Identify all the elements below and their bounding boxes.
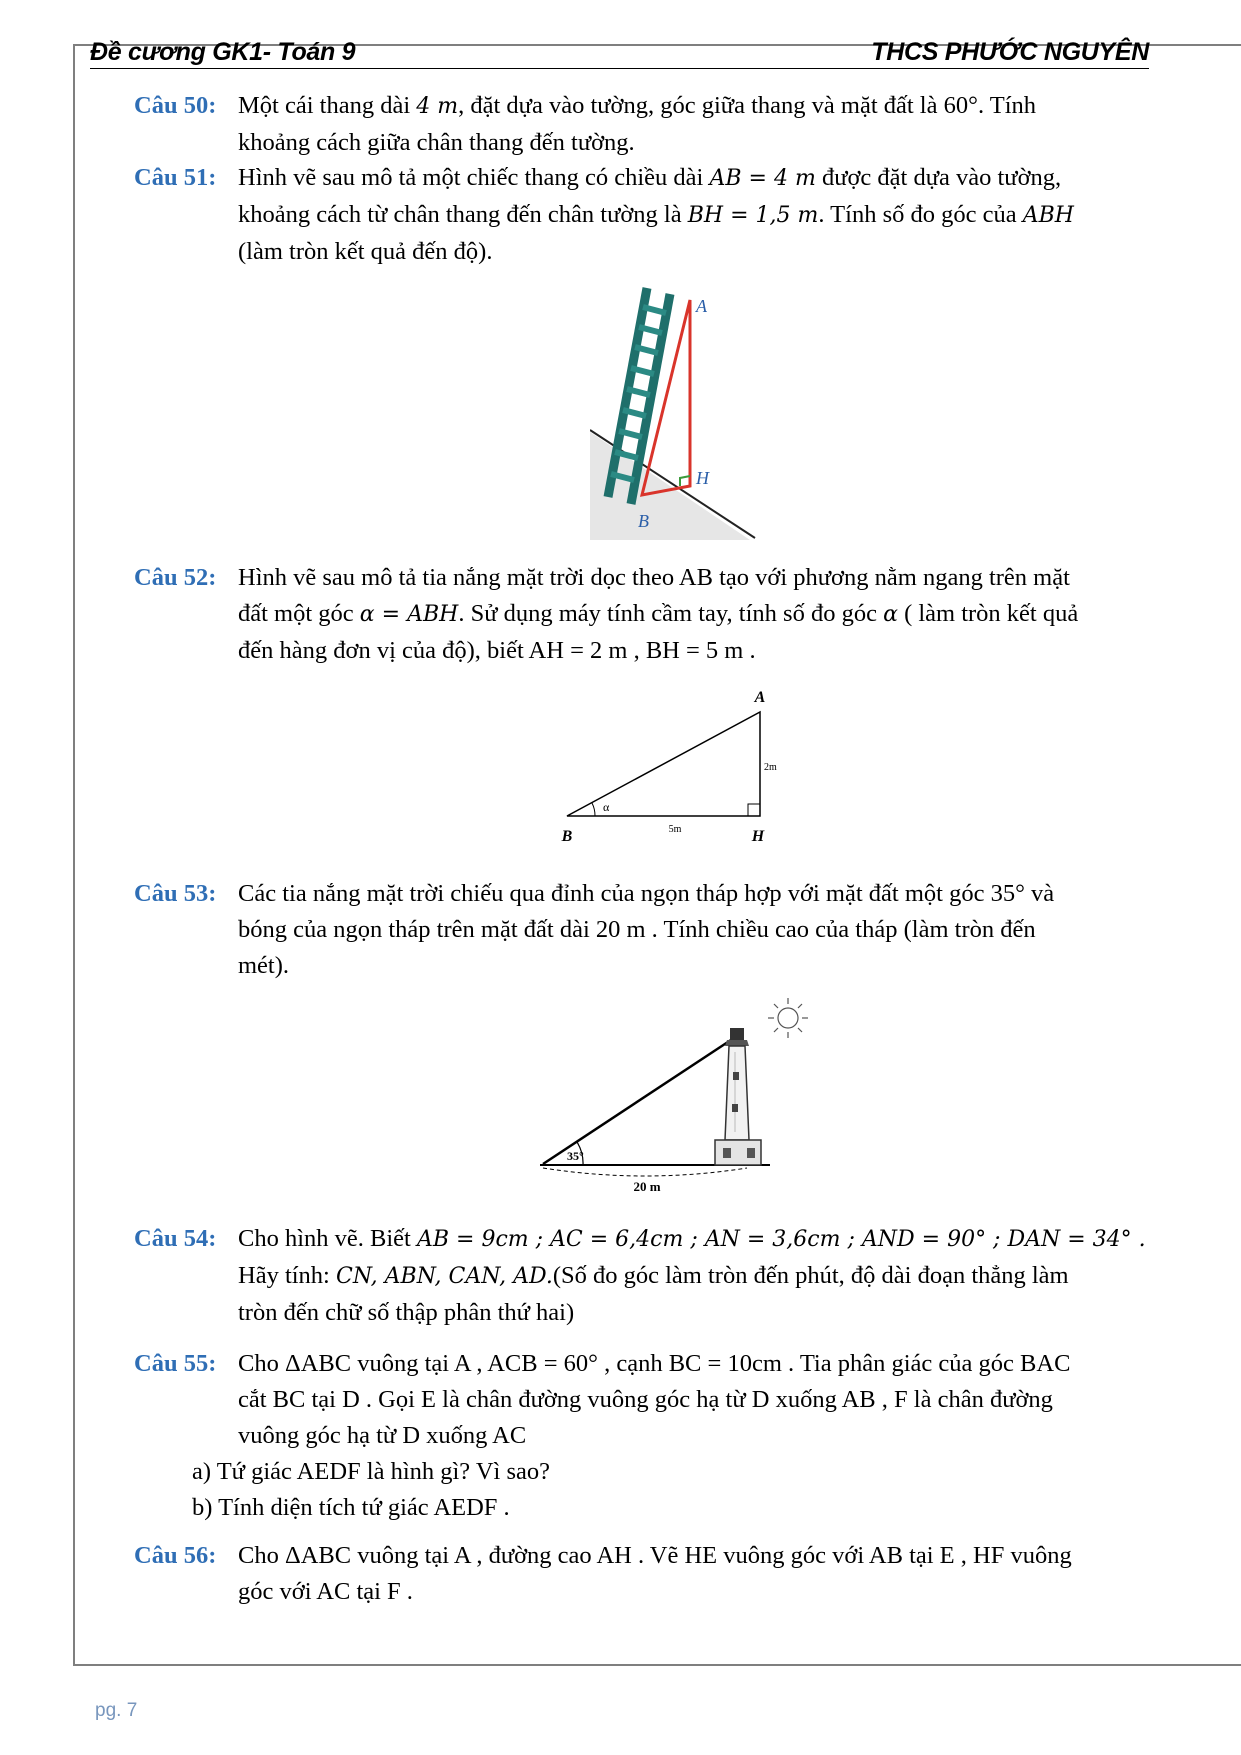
label-A: A (754, 689, 766, 706)
header-title: Đề cương GK1- Toán 9 (90, 38, 356, 66)
label-B: B (638, 511, 649, 531)
label-ah: 2m (764, 762, 777, 773)
question-number: Câu 56: (134, 1542, 217, 1569)
label-alpha: α (603, 800, 610, 814)
header-rule (90, 68, 1149, 69)
ladder (608, 288, 670, 504)
question-number: Câu 54: (134, 1225, 217, 1252)
ladder-figure (590, 282, 760, 540)
question-55-part-b: b) Tính diện tích tứ giác AEDF . (192, 1494, 510, 1521)
sun-icon (768, 998, 808, 1038)
label-B: B (561, 828, 573, 844)
label-bh: 5m (668, 824, 682, 835)
right-angle-mark (748, 804, 760, 816)
lighthouse-figure (535, 992, 815, 1192)
alpha-arc (592, 803, 595, 816)
label-H: H (696, 468, 709, 488)
question-number: Câu 50: (134, 92, 217, 119)
question-52: Câu 52: Hình vẽ sau mô tả tia nắng mặt trời dọc theo AB tạo với phương nằm ngang trên mặt đất một góc α = ABH. Sử dụng máy tính cầm tay, tính số đo góc α ( làm tròn kết quả đến hàng đơn vị của độ), biết AH = 2 m , BH = 5 m . (134, 560, 1154, 669)
question-number: Câu 51: (134, 164, 217, 191)
question-55: Câu 55: Cho ΔABC vuông tại A , ACB = 60° , cạnh BC = 10cm . Tia phân giác của góc BAC cắt BC tại D . Gọi E là chân đường vuông góc hạ từ D xuống AB , F là chân đường vuông góc hạ từ D xuống AC (134, 1346, 1154, 1454)
page-number: pg. 7 (95, 1700, 138, 1721)
triangle-figure (555, 684, 785, 844)
question-number: Câu 55: (134, 1350, 217, 1377)
question-54: Câu 54: Cho hình vẽ. Biết AB = 9cm ; AC = 6,4cm ; AN = 3,6cm ; AND = 90° ; DAN = 34° . Hãy tính: CN, ABN, CAN, AD.(Số đo góc làm tròn đến phút, độ dài đoạn thẳng làm tròn đến chữ số thập phân thứ hai) (134, 1221, 1154, 1331)
triangle-abh (567, 712, 760, 816)
question-51: Câu 51: Hình vẽ sau mô tả một chiếc thang có chiều dài AB = 4 m được đặt dựa vào tường, khoảng cách từ chân thang đến chân tường là BH = 1,5 m. Tính số đo góc của ABH (làm tròn kết quả đến độ). (134, 160, 1154, 270)
label-H: H (751, 828, 765, 844)
question-56: Câu 56: Cho ΔABC vuông tại A , đường cao AH . Vẽ HE vuông góc với AB tại E , HF vuông góc với AC tại F . (134, 1538, 1154, 1610)
question-53: Câu 53: Các tia nắng mặt trời chiếu qua đỉnh của ngọn tháp hợp với mặt đất một góc 35° và bóng của ngọn tháp trên mặt đất dài 20 m . Tính chiều cao của tháp (làm tròn đến mét). (134, 876, 1154, 984)
distance-arc (543, 1168, 747, 1176)
label-A: A (696, 296, 707, 316)
label-distance: 20 m (633, 1179, 661, 1192)
lighthouse (715, 1028, 761, 1165)
header-school: THCS PHƯỚC NGUYÊN (871, 38, 1149, 66)
label-angle: 35° (567, 1149, 584, 1163)
sun-ray (543, 1036, 737, 1164)
question-number: Câu 53: (134, 880, 217, 907)
question-50: Câu 50: Một cái thang dài 4 m, đặt dựa vào tường, góc giữa thang và mặt đất là 60°. Tính khoảng cách giữa chân thang đến tường. (134, 88, 1154, 161)
question-number: Câu 52: (134, 564, 217, 591)
question-55-part-a: a) Tứ giác AEDF là hình gì? Vì sao? (192, 1458, 551, 1485)
